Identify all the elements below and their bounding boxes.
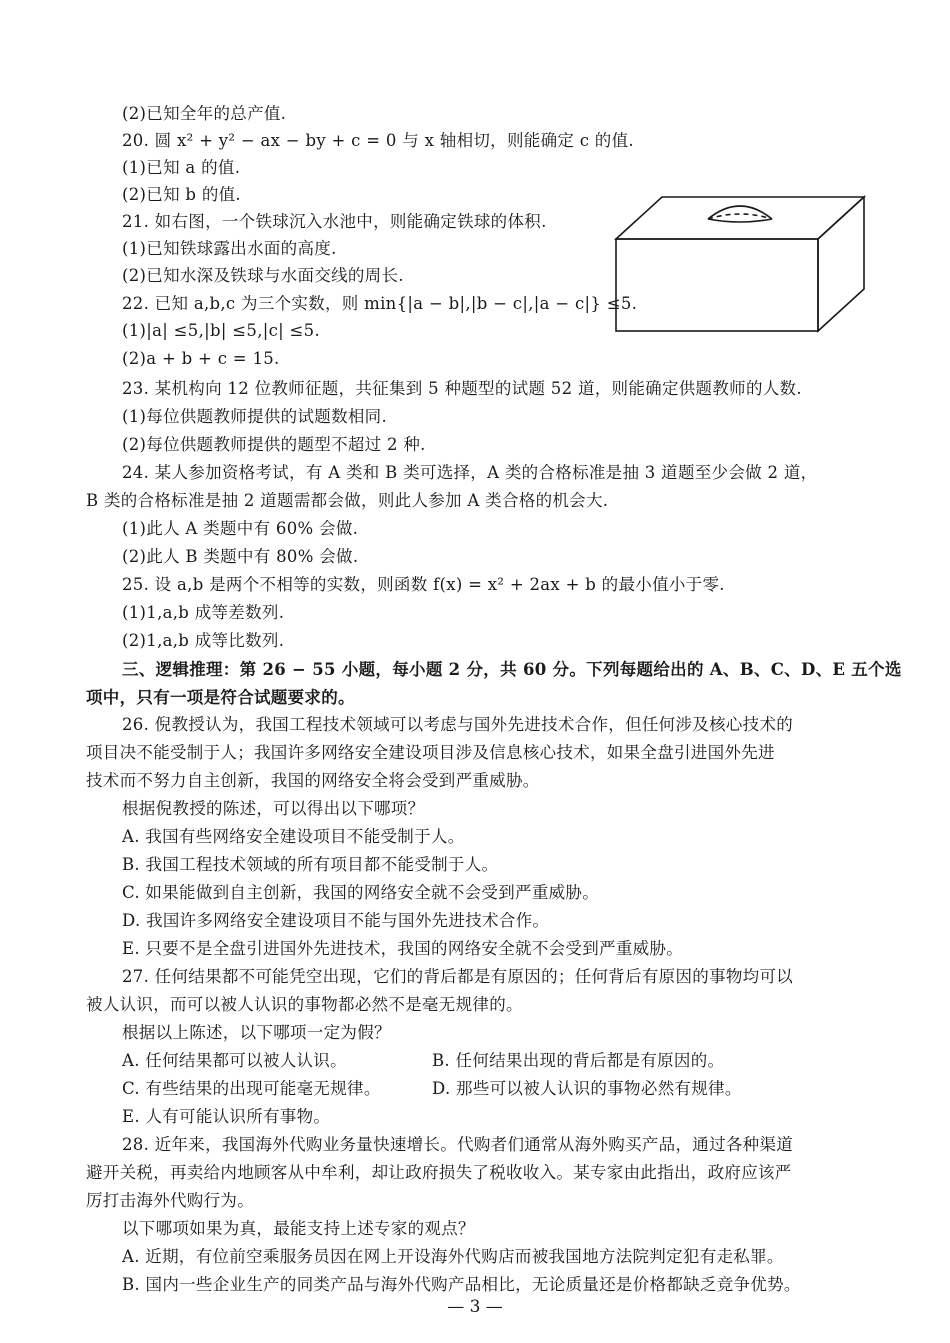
text-line: (1)每位供题教师提供的试题数相同. (122, 407, 388, 426)
box-front-face (616, 239, 818, 331)
text-line: 厉打击海外代购行为。 (86, 1191, 254, 1210)
question-22: 22. 已知 a,b,c 为三个实数，则 min{|a − b|,|b − c|,|a − c|} ≤5. (122, 294, 638, 313)
pool-sphere-figure (614, 195, 866, 333)
page-number: — 3 — (447, 1297, 503, 1317)
text-line: 以下哪项如果为真，最能支持上述专家的观点？ (122, 1219, 475, 1238)
text-line: (2)已知全年的总产值. (122, 104, 287, 123)
text-line: (2)a + b + c = 15. (122, 349, 280, 368)
text-line: (1)|a| ≤5,|b| ≤5,|c| ≤5. (122, 321, 321, 340)
option-c: C. 如果能做到自主创新，我国的网络安全就不会受到严重威胁。 (122, 883, 600, 902)
text-line: (2)已知水深及铁球与水面交线的周长. (122, 266, 404, 285)
question-26: 26. 倪教授认为，我国工程技术领域可以考虑与国外先进技术合作，但任何涉及核心技术的 (122, 715, 794, 734)
question-23: 23. 某机构向 12 位教师征题，共征集到 5 种题型的试题 52 道，则能确定供题教师的人数. (122, 379, 802, 398)
option-b: B. 任何结果出现的背后都是有原因的。 (432, 1051, 725, 1070)
waterline-front (708, 219, 772, 222)
option-b: B. 国内一些企业生产的同类产品与海外代购产品相比，无论质量还是价格都缺乏竞争优势。 (122, 1275, 801, 1294)
text-line: (1)已知铁球露出水面的高度. (122, 239, 337, 258)
text-line: 根据以上陈述，以下哪项一定为假？ (122, 1023, 391, 1042)
box-top-face (616, 197, 864, 239)
text-line: (1)此人 A 类题中有 60% 会做. (122, 519, 359, 538)
option-b: B. 我国工程技术领域的所有项目都不能受制于人。 (122, 855, 499, 874)
option-a: A. 近期，有位前空乘服务员因在网上开设海外代购店而被我国地方法院判定犯有走私罪。 (122, 1247, 784, 1266)
option-a: A. 任何结果都可以被人认识。 (122, 1051, 347, 1070)
option-e: E. 人有可能认识所有事物。 (122, 1107, 331, 1126)
text-line: (2)1,a,b 成等比数列. (122, 631, 285, 650)
question-28: 28. 近年来，我国海外代购业务量快速增长。代购者们通常从海外购买产品，通过各种渠道 (122, 1135, 794, 1154)
text-line: 根据倪教授的陈述，可以得出以下哪项？ (122, 799, 425, 818)
question-25: 25. 设 a,b 是两个不相等的实数，则函数 f(x) = x² + 2ax + b 的最小值小于零. (122, 575, 725, 594)
text-line: 避开关税，再卖给内地顾客从中牟利，却让政府损失了税收收入。某专家由此指出，政府应该严 (86, 1163, 792, 1182)
text-line: (2)此人 B 类题中有 80% 会做. (122, 547, 359, 566)
text-line: B 类的合格标准是抽 2 道题需都会做，则此人参加 A 类合格的机会大. (86, 491, 609, 510)
text-line: (1)已知 a 的值. (122, 158, 241, 177)
section-heading-cont: 项中，只有一项是符合试题要求的。 (86, 688, 355, 707)
question-27: 27. 任何结果都不可能凭空出现，它们的背后都是有原因的；任何背后有原因的事物均可以 (122, 967, 794, 986)
text-line: (1)1,a,b 成等差数列. (122, 603, 285, 622)
box-right-face (818, 197, 864, 331)
text-line: 项目决不能受制于人；我国许多网络安全建设项目涉及信息核心技术，如果全盘引进国外先进 (86, 743, 775, 762)
option-a: A. 我国有些网络安全建设项目不能受制于人。 (122, 827, 465, 846)
question-20: 20. 圆 x² + y² − ax − by + c = 0 与 x 轴相切，则能确定 c 的值. (122, 131, 634, 150)
text-line: 被人认识，而可以被人认识的事物都必然不是毫无规律的。 (86, 995, 523, 1014)
option-e: E. 只要不是全盘引进国外先进技术，我国的网络安全就不会受到严重威胁。 (122, 939, 684, 958)
question-21: 21. 如右图，一个铁球沉入水池中，则能确定铁球的体积. (122, 212, 547, 231)
option-c: C. 有些结果的出现可能毫无规律。 (122, 1079, 381, 1098)
option-d: D. 那些可以被人认识的事物必然有规律。 (432, 1079, 742, 1098)
text-line: 技术而不努力自主创新，我国的网络安全将会受到严重威胁。 (86, 771, 540, 790)
option-d: D. 我国许多网络安全建设项目不能与国外先进技术合作。 (122, 911, 550, 930)
text-line: (2)每位供题教师提供的题型不超过 2 种. (122, 435, 426, 454)
waterline-back-dashed (708, 214, 772, 219)
question-24: 24. 某人参加资格考试，有 A 类和 B 类可选择，A 类的合格标准是抽 3 道题至少会做 2 道， (122, 463, 818, 482)
text-line: (2)已知 b 的值. (122, 185, 241, 204)
section-heading: 三、逻辑推理：第 26 − 55 小题，每小题 2 分，共 60 分。下列每题给出的 A、B、C、D、E 五个选 (122, 660, 902, 679)
